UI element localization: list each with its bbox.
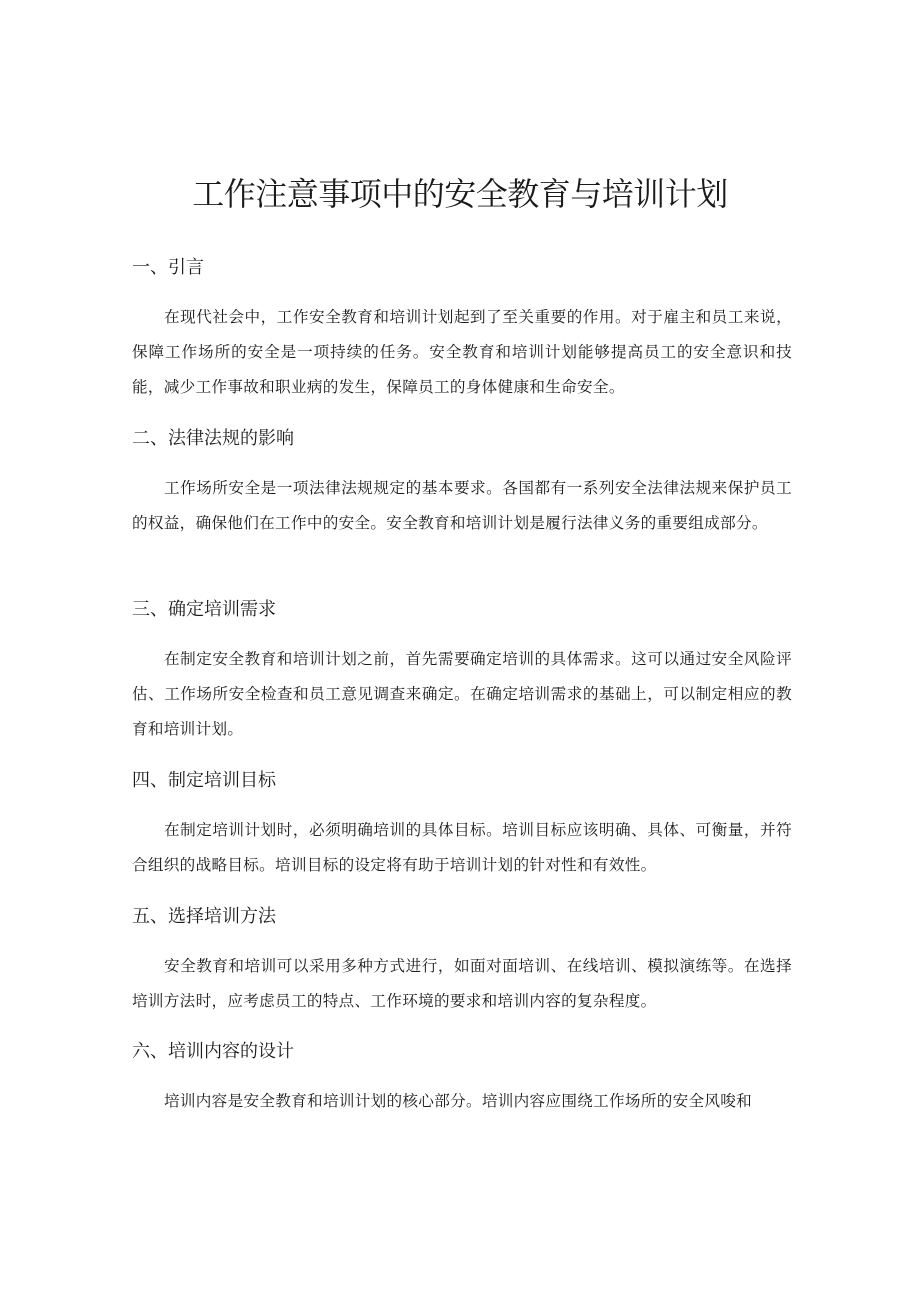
section-paragraph: 安全教育和培训可以采用多种方式进行，如面对面培训、在线培训、模拟演练等。在选择培训方法时，应考虑员工的特点、工作环境的要求和培训内容的复杂程度。 — [132, 957, 792, 1010]
section-paragraph: 在制定安全教育和培训计划之前，首先需要确定培训的具体需求。这可以通过安全风险评估、工作场所安全检查和员工意见调查来确定。在确定培训需求的基础上，可以制定相应的教育和培训计划。 — [132, 650, 792, 738]
section-heading: 三、确定培训需求 — [132, 599, 276, 620]
section-heading: 四、制定培训目标 — [132, 770, 276, 791]
section-heading: 五、选择培训方法 — [132, 906, 276, 927]
section-legal-impact — [132, 426, 792, 541]
document-title: 工作注意事项中的安全教育与培训计划 — [192, 175, 728, 213]
section-training-goals — [132, 768, 792, 883]
section-heading: 二、法律法规的影响 — [132, 428, 294, 449]
section-paragraph: 培训内容是安全教育和培训计划的核心部分。培训内容应围绕工作场所的安全风唆和 — [164, 1092, 753, 1110]
section-training-content — [132, 1039, 792, 1119]
section-introduction — [132, 255, 792, 405]
section-training-methods — [132, 904, 792, 1019]
section-heading: 一、引言 — [132, 257, 204, 278]
section-paragraph: 工作场所安全是一项法律法规规定的基本要求。各国都有一系列安全法律法规来保护员工的权益，确保他们在工作中的安全。安全教育和培训计划是履行法律义务的重要组成部分。 — [132, 479, 792, 532]
section-paragraph: 在制定培训计划时，必须明确培训的具体目标。培训目标应该明确、具体、可衡量，并符合组织的战略目标。培训目标的设定将有助于培训计划的针对性和有效性。 — [132, 821, 792, 874]
section-heading: 六、培训内容的设计 — [132, 1041, 294, 1062]
section-training-needs — [132, 597, 792, 747]
section-paragraph: 在现代社会中，工作安全教育和培训计划起到了至关重要的作用。对于雇主和员工来说，保障工作场所的安全是一项持续的任务。安全教育和培训计划能够提高员工的安全意识和技能，减少工作事故和职业病的发生，保障员工的身体健康和生命安全。 — [132, 308, 792, 396]
